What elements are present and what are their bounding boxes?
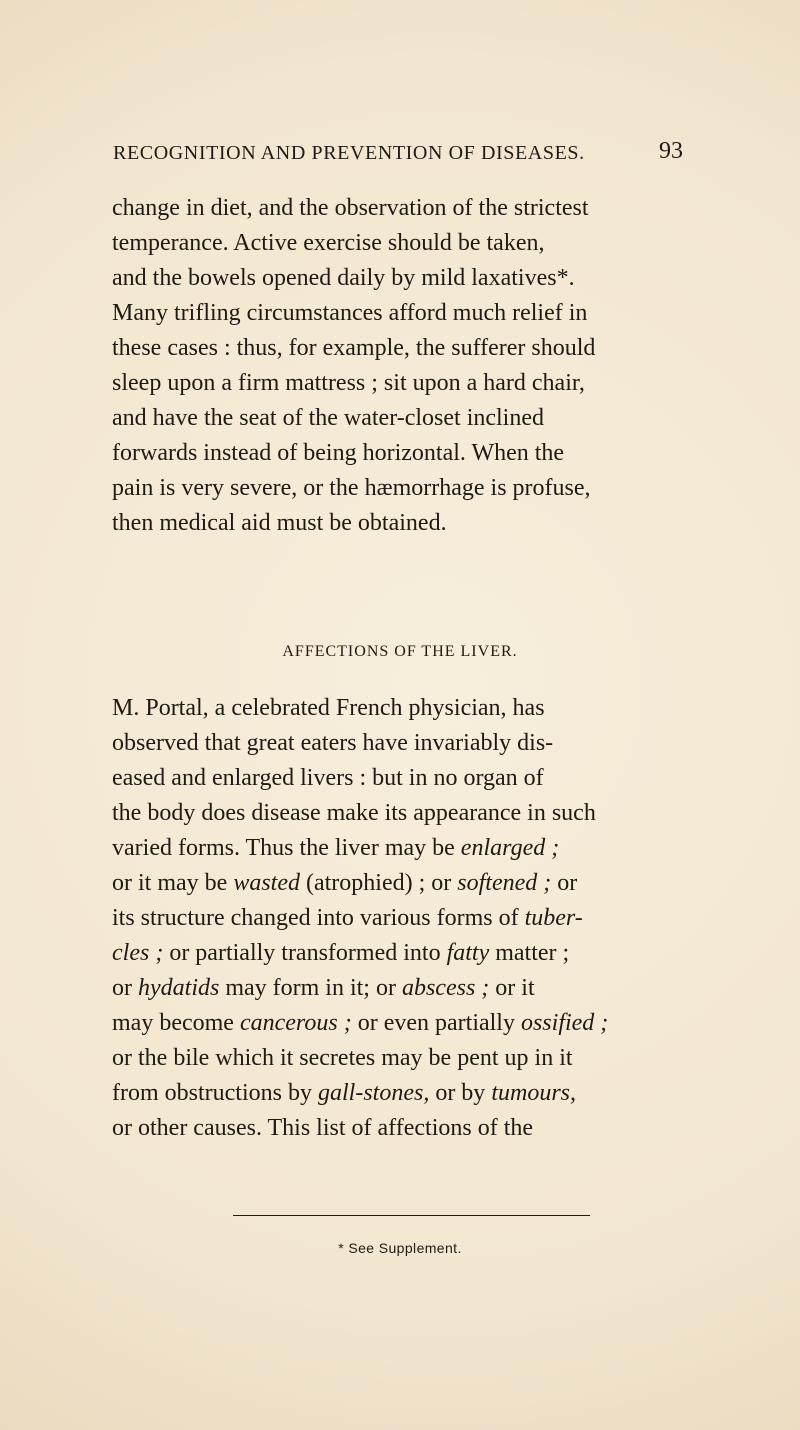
italic-term: hydatids <box>138 975 220 1001</box>
text-line: the body does disease make its appearance in such <box>112 800 596 826</box>
text-run: or <box>557 870 578 896</box>
footnote-rule <box>233 1215 590 1216</box>
text-line: or other causes. This list of affections of the <box>112 1115 534 1141</box>
italic-term: tuber- <box>524 905 583 931</box>
italic-term: abscess ; <box>401 975 490 1001</box>
italic-term: fatty <box>446 940 490 966</box>
italic-term: cancerous ; <box>239 1010 352 1036</box>
text-run: or it <box>495 975 535 1001</box>
text-run: varied forms. Thus the liver may be <box>112 835 455 861</box>
text-line <box>112 903 708 933</box>
text-line: sleep upon a firm mattress ; sit upon a hard chair, <box>112 370 585 396</box>
text-line <box>112 973 708 1003</box>
text-line <box>112 1078 708 1108</box>
text-line: M. Portal, a celebrated French physician, has <box>112 695 545 721</box>
text-line <box>112 833 708 863</box>
text-line: eased and enlarged livers : but in no organ of <box>112 765 544 791</box>
italic-term: tumours, <box>491 1080 576 1106</box>
text-line <box>112 938 708 968</box>
text-line: Many trifling circumstances afford much relief in <box>112 300 588 326</box>
text-line: pain is very severe, or the hæmorrhage is profuse, <box>112 475 591 501</box>
italic-term: enlarged ; <box>460 835 560 861</box>
text-line: temperance. Active exercise should be taken, <box>112 230 545 256</box>
text-line: forwards instead of being horizontal. When the <box>112 440 565 466</box>
text-run: may form in it; or <box>225 975 396 1001</box>
text-line: or the bile which it secretes may be pent up in it <box>112 1045 573 1071</box>
text-run: or <box>112 975 132 1001</box>
text-run: matter ; <box>495 940 570 966</box>
page-number: 93 <box>659 138 683 164</box>
text-run: may become <box>112 1010 234 1036</box>
text-line: then medical aid must be obtained. <box>112 510 447 536</box>
footnote: * See Supplement. <box>338 1240 462 1256</box>
text-run: or it may be <box>112 870 228 896</box>
text-line <box>112 1008 708 1038</box>
italic-term: gall-stones, <box>317 1080 430 1106</box>
italic-term: wasted <box>233 870 300 896</box>
text-run: its structure changed into various forms of <box>112 905 519 931</box>
text-line: and have the seat of the water-closet inclined <box>112 405 544 431</box>
text-run: (atrophied) ; or <box>305 870 452 896</box>
text-line: these cases : thus, for example, the sufferer should <box>112 335 596 361</box>
running-head-title: RECOGNITION AND PREVENTION OF DISEASES. <box>113 142 585 164</box>
text-line: change in diet, and the observation of the strictest <box>112 195 589 221</box>
text-run: from obstructions by <box>112 1080 312 1106</box>
italic-term: softened ; <box>457 870 552 896</box>
text-line: observed that great eaters have invariably dis- <box>112 730 554 756</box>
italic-term: cles ; <box>112 940 164 966</box>
section-heading: AFFECTIONS OF THE LIVER. <box>282 643 518 660</box>
italic-term: ossified ; <box>520 1010 609 1036</box>
text-line: and the bowels opened daily by mild laxatives*. <box>112 265 575 291</box>
text-run: or by <box>435 1080 486 1106</box>
text-line <box>112 868 708 898</box>
text-run: or partially transformed into <box>169 940 441 966</box>
text-run: or even partially <box>357 1010 515 1036</box>
